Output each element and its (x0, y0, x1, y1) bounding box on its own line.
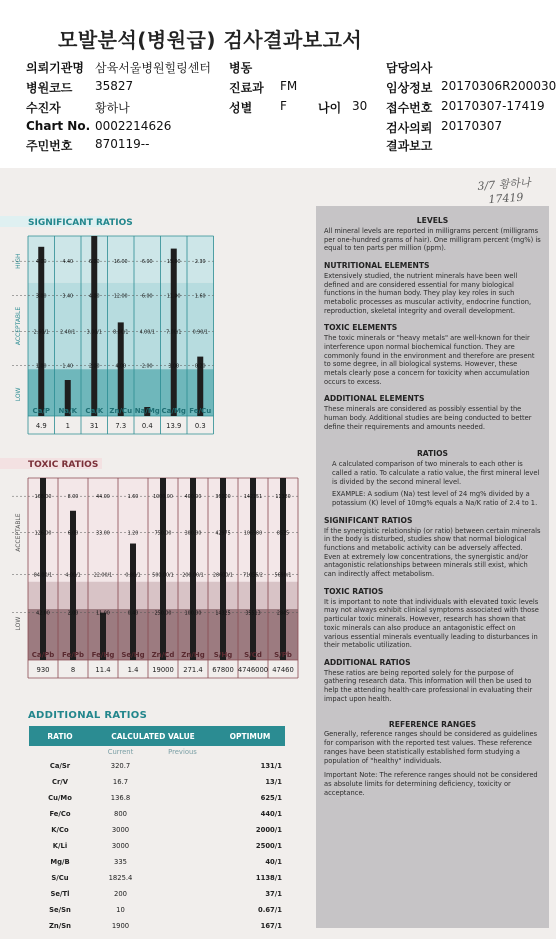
table-row (29, 838, 285, 854)
additional-heading: ADDITIONAL ELEMENTS (324, 394, 425, 404)
ratio-optimum: 167/1 (260, 922, 282, 930)
ratio-current: 320.7 (110, 762, 131, 770)
ratio-previous (150, 758, 215, 774)
col-optimum: OPTIMUM (215, 726, 285, 746)
value-label: 7.3 (115, 422, 127, 430)
value-label: 11.4 (95, 666, 111, 674)
table-row (29, 870, 285, 886)
tick-label: 6.00 (88, 260, 100, 266)
toxic-text: The toxic minerals or "heavy metals" are well-known for their interference upon normal biochemical function. They are commonly found in the environment and therefore are present to some degree, in all biological systems. However, these metals clearly pose a concern for toxicity when accumulation occurs to excess. (324, 334, 535, 386)
value-label: 4746000 (237, 666, 269, 674)
category-label: S/Hg (213, 651, 233, 659)
category-label: S/Pb (274, 651, 292, 659)
category-label: S/Cd (244, 651, 262, 659)
header-value: 황하나 (95, 101, 130, 115)
reference-text: Generally, reference ranges should be considered as guidelines for comparison with the reported test values. These reference ranges have been statistically established form studying a population of "healthy" individuals. (324, 730, 538, 765)
tick-label: 2.60/1 (33, 330, 49, 336)
ratio-optimum: 2500/1 (255, 842, 282, 850)
ratio-current: 10 (116, 906, 125, 914)
age-value: 30 (352, 99, 368, 113)
bar (160, 478, 166, 660)
zone-label: LOW (15, 387, 22, 402)
reference-heading: REFERENCE RANGES (388, 719, 477, 729)
tick-label: 3.00/1 (86, 330, 102, 336)
header-label: 수진자 (26, 101, 61, 115)
ratio-previous (150, 806, 215, 822)
tick-label: 500.00/1 (152, 573, 174, 579)
age-label: 나이 (318, 101, 342, 115)
tick-label: 2.00 (88, 364, 100, 370)
bar (280, 478, 286, 660)
additional-ratios-heading2: ADDITIONAL RATIOS (324, 657, 411, 667)
header-label: 진료과 (229, 81, 264, 95)
tick-label: 1.60 (194, 294, 206, 300)
toxic-ratios-chart (0, 458, 312, 688)
tick-label: 33.00 (96, 531, 110, 537)
bar (130, 544, 136, 660)
chart-heading: TOXIC RATIOS (28, 460, 99, 470)
tick-label: 42975 (215, 531, 231, 537)
table-row (29, 758, 285, 774)
header-label: 의뢰기관명 (26, 61, 84, 75)
ratio-previous (150, 854, 215, 870)
header-label: 접수번호 (386, 101, 433, 115)
tick-label: 2845 (276, 611, 290, 617)
ratio-previous (150, 870, 215, 886)
tick-label: 250.00 (154, 611, 172, 617)
levels-heading: LEVELS (416, 216, 449, 225)
ratio-current: 136.8 (110, 794, 131, 802)
category-label: Ca/K (85, 407, 104, 415)
category-label: Fe/Hg (91, 651, 115, 659)
col-previous: Previous (168, 748, 197, 756)
ratio-previous (150, 838, 215, 854)
ratio-name: Zn/Sn (49, 922, 71, 930)
value-label: 271.4 (183, 666, 203, 674)
tick-label: 8.00/1 (113, 330, 129, 336)
tick-label: 100.00 (184, 611, 202, 617)
value-label: 13.9 (166, 422, 182, 430)
tick-label: 1.00 (35, 364, 47, 370)
category-label: Zn/Cd (151, 651, 175, 659)
ratio-previous (150, 918, 215, 934)
ratio-name: S/Cu (51, 874, 69, 882)
nutritional-text: Extensively studied, the nutrient minerals have been well defined and are considered essential for many biological functions in the human body. They play key roles in such metabolic processes as muscular activity, endocrine function, reproduction, skeletal integrity and overall development. (324, 271, 532, 315)
col-calculated: CALCULATED VALUE (91, 726, 215, 746)
zone-label: ACCEPTABLE (15, 306, 22, 346)
tick-label: 11.00 (166, 294, 181, 300)
ratios-heading: RATIOS (416, 449, 449, 459)
significant-ratios-chart (0, 216, 312, 446)
ratio-previous (150, 822, 215, 838)
ratio-name: K/Co (51, 826, 69, 834)
header-value: FM (280, 79, 298, 93)
ratio-current: 3000 (111, 842, 130, 850)
value-label: 19000 (152, 666, 174, 674)
tick-label: 6.00 (67, 531, 79, 537)
additional-ratios-heading: ADDITIONAL RATIOS (28, 710, 148, 721)
significant-heading: SIGNIFICANT RATIOS (324, 515, 413, 525)
tick-label: 6.00 (141, 260, 153, 266)
ratio-current: 1825.4 (108, 874, 133, 882)
ratio-name: Mg/B (50, 858, 70, 866)
category-label: Na/Mg (134, 407, 160, 415)
tick-label: 1.20 (127, 531, 139, 537)
header-label: 성별 (229, 101, 253, 115)
tick-label: 42.00 (36, 611, 50, 617)
toxic-heading: TOXIC ELEMENTS (324, 323, 398, 333)
col-current: Current (107, 748, 134, 756)
tick-label: 8.00 (67, 495, 79, 501)
ratios-example: EXAMPLE: A sodium (Na) test level of 24 mg% divided by a potassium (K) level of 10mg% equals a Na/K ratio of 2.4 to 1. (332, 490, 538, 508)
category-label: Fe/Cu (189, 407, 212, 415)
ratio-optimum: 40/1 (265, 858, 282, 866)
table-row (29, 854, 285, 870)
tick-label: 8535 (276, 531, 290, 537)
bar (40, 478, 46, 660)
header-label: 임상정보 (386, 81, 433, 95)
header-label: 병원코드 (26, 81, 73, 95)
tick-label: 4.00/1 (65, 573, 81, 579)
ratio-optimum: 37/1 (265, 890, 282, 898)
tick-label: 2.40/1 (60, 330, 76, 336)
additional-ratios-table (29, 726, 285, 934)
ratio-previous (150, 886, 215, 902)
category-label: Zn/Cu (109, 407, 133, 415)
tick-label: 35513 (245, 611, 261, 617)
ratio-previous (150, 790, 215, 806)
ratio-optimum: 13/1 (265, 778, 282, 786)
ratio-optimum: 2000/1 (255, 826, 282, 834)
zone-label: HIGH (15, 253, 22, 269)
ratio-optimum: 440/1 (260, 810, 282, 818)
table-row (29, 822, 285, 838)
ratio-current: 3000 (111, 826, 130, 834)
tick-label: 2.00 (141, 364, 153, 370)
ratio-current: 1900 (111, 922, 130, 930)
ratio-current: 16.7 (112, 778, 129, 786)
tick-label: 36000 (215, 495, 231, 501)
ratio-name: Fe/Co (49, 810, 71, 818)
value-label: 930 (36, 666, 50, 674)
ratio-previous (150, 902, 215, 918)
header-value: 870119-- (95, 137, 150, 151)
ratio-name: Cr/V (51, 778, 69, 786)
category-label: Fe/Pb (62, 651, 84, 659)
ratio-optimum: 0.67/1 (258, 906, 282, 914)
handwritten-line-2: 17419 (488, 190, 524, 206)
zone-label: LOW (15, 616, 22, 631)
chart-heading: SIGNIFICANT RATIOS (28, 218, 133, 228)
tick-label: 5690/1 (274, 573, 292, 579)
header-value: 35827 (95, 79, 134, 93)
toxic-ratios-heading: TOXIC RATIOS (324, 586, 384, 596)
tick-label: 0.40 (127, 611, 139, 617)
bar (220, 478, 226, 660)
table-row (29, 774, 285, 790)
explanation-panel (316, 206, 549, 928)
table-row (29, 806, 285, 822)
handwritten-note (477, 176, 532, 207)
important-note: Important Note: The reference ranges should not be considered as absolute limits for determining deficiency, toxicity or acceptance. (324, 771, 538, 797)
header-label: 검사의뢰 (386, 121, 433, 135)
value-label: 0.4 (141, 422, 153, 430)
tick-label: 3.00 (35, 294, 47, 300)
table-row (29, 902, 285, 918)
tick-label: 4.40 (62, 260, 74, 266)
table-row (29, 790, 285, 806)
tick-label: 750.00 (154, 531, 172, 537)
tick-label: 0.90/1 (192, 330, 208, 336)
ratio-current: 200 (114, 890, 127, 898)
tick-label: 1.40 (62, 364, 74, 370)
category-label: Na/K (58, 407, 78, 415)
category-label: Zn/Hg (181, 651, 205, 659)
category-label: Ca/Mg (161, 407, 186, 415)
handwritten-line-1: 3/7 황하나 (477, 176, 531, 193)
tick-label: 2.30 (194, 260, 206, 266)
tick-label: 22.00/1 (93, 573, 113, 579)
value-label: 1.4 (127, 666, 139, 674)
ratio-name: Se/Sn (49, 906, 71, 914)
header-value: 20170307 (441, 119, 503, 133)
ratio-current: 800 (114, 810, 127, 818)
tick-label: 2.00 (67, 611, 79, 617)
ratio-name: Ca/Sr (49, 762, 71, 770)
table-row (29, 886, 285, 902)
tick-label: 44.00 (96, 495, 110, 501)
tick-label: 4.00 (115, 364, 127, 370)
tick-label: 7.00/1 (166, 330, 182, 336)
ratio-name: K/Li (52, 842, 68, 850)
value-label: 0.3 (194, 422, 206, 430)
ratio-name: Se/Tl (50, 890, 70, 898)
toxic-ratios-text: It is important to note that individuals with elevated toxic levels may not always exhibit clinical symptoms associated with those particular toxic minerals. However, research has shown that toxic minerals can also produce an antagonistic effect on various essential minerals eventually leading to disturbances in their metabolic utilization. (324, 597, 539, 650)
header-label: 결과보고 (386, 139, 433, 153)
tick-label: 11.00 (96, 611, 110, 617)
tick-label: 126.00 (34, 531, 52, 537)
additional-ratios-text: These ratios are being reported solely for the purpose of gathering research data. This information will then be used to help the attending health-care professional in evaluating their impact upon health. (324, 668, 533, 703)
bar (250, 478, 256, 660)
header-label: Chart No. (26, 119, 91, 133)
category-label: Ca/P (32, 407, 51, 415)
report-title: 모발분석(병원급) 검사결과보고서 (58, 28, 363, 52)
tick-label: 11380 (275, 495, 291, 501)
tick-label: 28600/1 (213, 573, 233, 579)
table-row (29, 918, 285, 934)
header-value: 삼육서울병원힐링센터 (95, 61, 211, 75)
nutritional-heading: NUTRITIONAL ELEMENTS (324, 260, 430, 270)
ratio-name: Cu/Mo (48, 794, 72, 802)
header-value: F (280, 99, 287, 113)
levels-text: All mineral levels are reported in milligrams percent (milligrams per one-hundred grams of hair). One milligram percent (mg%) is equal to ten parts per million (ppm). (324, 226, 541, 253)
value-label: 31 (89, 422, 99, 430)
tick-label: 15.00 (166, 260, 181, 266)
tick-label: 0.80/1 (125, 573, 141, 579)
tick-label: 4.00/1 (139, 330, 155, 336)
header-value: 20170307-17419 (441, 99, 545, 113)
significant-text: If the synergistic relationship (or ratio) between certain minerals in the body is disturbed, studies show that normal biological functions and metabolic activity can be adversely affected. Even at extremely low concentrations, the synergistic and/or antagonistic relationships between minerals still exist, which can indirectly affect metabolism. (324, 526, 541, 579)
col-ratio: RATIO (29, 726, 91, 746)
tick-label: 16.00 (113, 260, 128, 266)
tick-label: 200.00/1 (182, 573, 204, 579)
tick-label: 6.00 (141, 294, 153, 300)
tick-label: 3.00 (168, 364, 180, 370)
ratio-optimum: 131/1 (260, 762, 282, 770)
ratio-current: 335 (114, 858, 127, 866)
category-label: Se/Hg (121, 651, 145, 659)
ratio-optimum: 1138/1 (255, 874, 282, 882)
tick-label: 3.40 (62, 294, 74, 300)
tick-label: 142151 (243, 495, 263, 501)
tick-label: 0.20 (194, 364, 206, 370)
header-value: 0002214626 (95, 119, 172, 133)
value-label: 8 (70, 666, 76, 674)
value-label: 1 (65, 422, 70, 430)
category-label: Ca/Pb (31, 651, 55, 659)
tick-label: 4.00 (35, 260, 47, 266)
additional-text: These minerals are considered as possibly essential by the human body. Additional studies are being conducted to better define their requirements and amounts needed. (324, 405, 532, 431)
tick-label: 106580 (243, 531, 263, 537)
tick-label: 400.00 (184, 495, 202, 501)
ratios-text: A calculated comparison of two minerals to each other is called a ratio. To calculate a ratio value, the first mineral level is divided by the second mineral level. (332, 460, 540, 486)
tick-label: 1.60 (127, 495, 139, 501)
tick-label: 300.00 (184, 531, 202, 537)
tick-label: 168.00 (34, 495, 52, 501)
bar (190, 478, 196, 660)
header-label: 담당의사 (386, 61, 433, 75)
header-label: 병동 (229, 61, 253, 75)
patient-info (0, 0, 556, 160)
value-label: 67800 (212, 666, 234, 674)
tick-label: 1000.00 (153, 495, 173, 501)
value-label: 4.9 (35, 422, 47, 430)
tick-label: 71056/2 (243, 573, 263, 579)
value-label: 47460 (272, 666, 294, 674)
tick-label: 4.00 (88, 294, 100, 300)
tick-label: 12.00 (113, 294, 128, 300)
ratio-previous (150, 774, 215, 790)
zone-label: ACCEPTABLE (15, 513, 22, 552)
header-label: 주민번호 (26, 139, 73, 153)
tick-label: 14325 (215, 611, 231, 617)
header-value: 20170306R200030 (441, 79, 556, 93)
tick-label: 84.00/1 (33, 573, 53, 579)
ratio-optimum: 625/1 (260, 794, 282, 802)
